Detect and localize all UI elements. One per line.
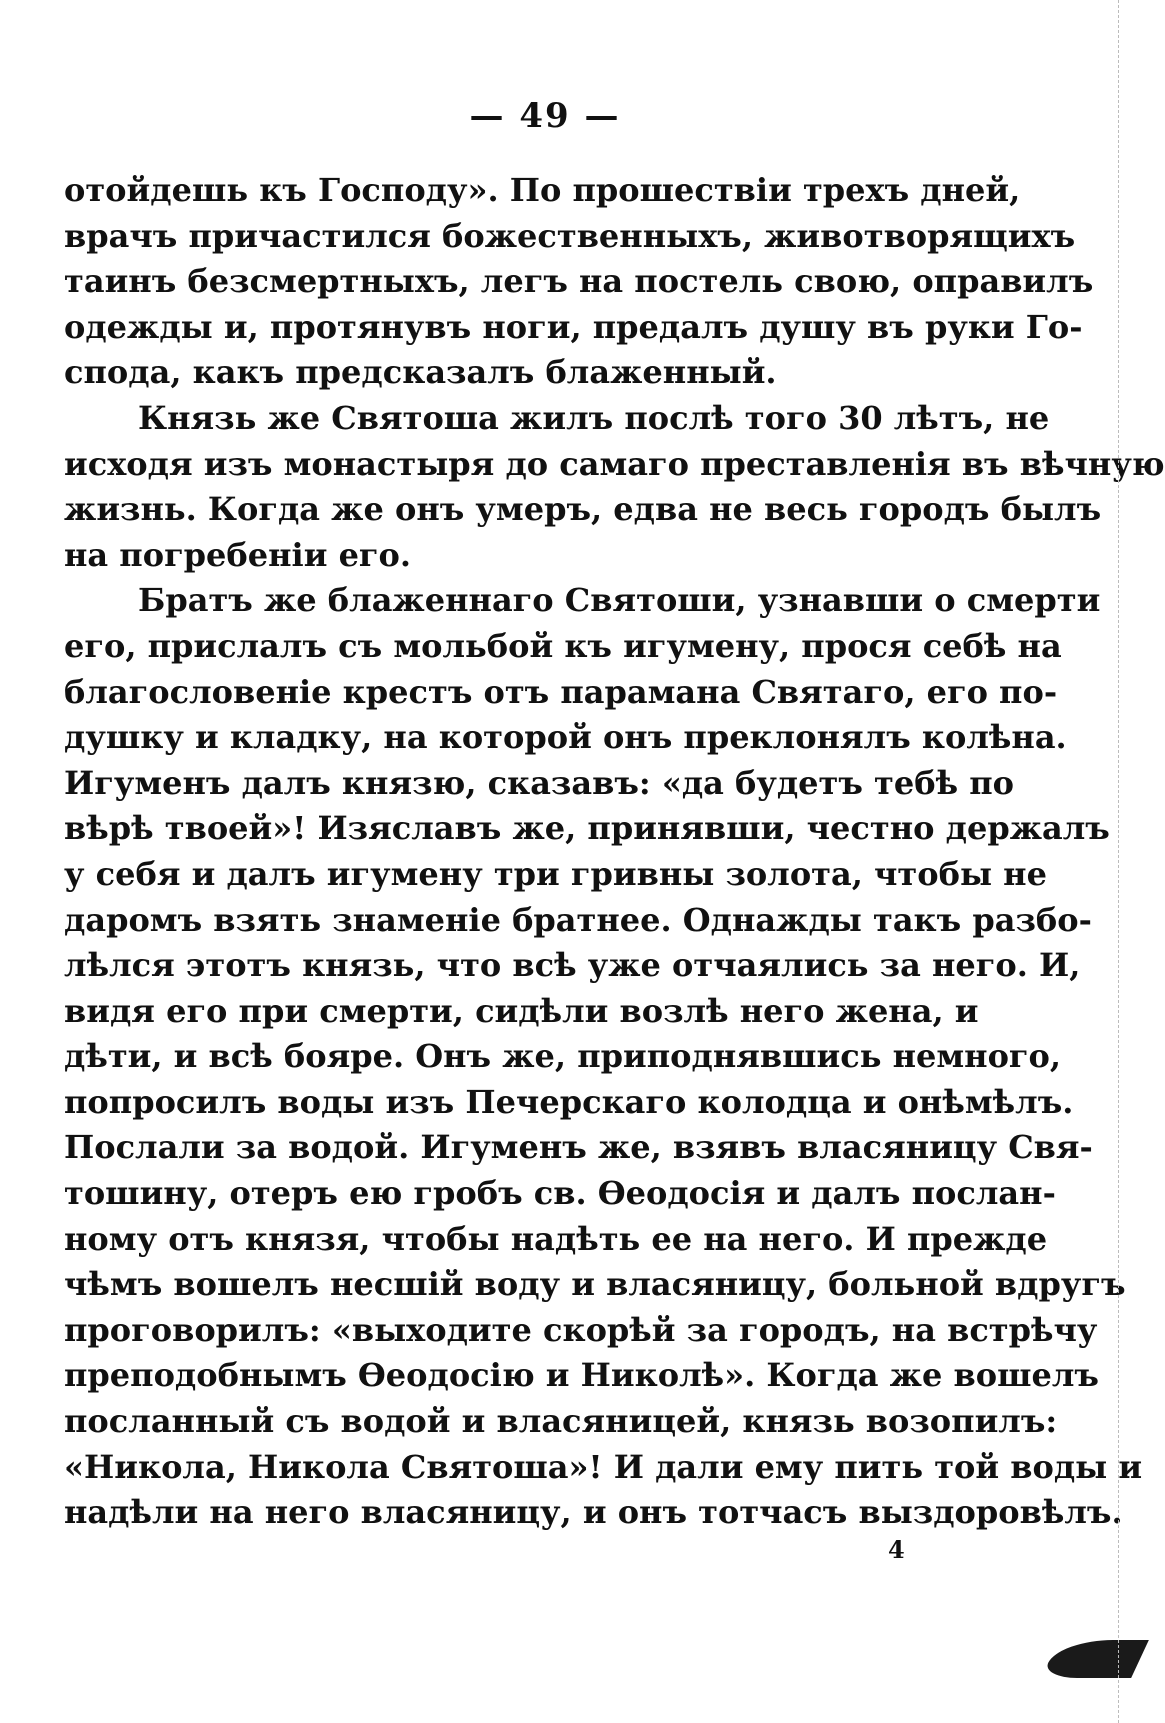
text-line: таинъ безсмертныхъ, легъ на постель свою, оправилъ xyxy=(64,262,1094,301)
text-line: душку и кладку, на которой онъ преклонялъ колѣна. xyxy=(64,718,1067,757)
body-text xyxy=(64,168,1165,1536)
scan-edge-line xyxy=(1118,0,1120,1723)
text-line: благословеніе крестъ отъ парамана Святаго, его по- xyxy=(64,672,1058,711)
text-line: Братъ же блаженнаго Святоши, узнавши о смерти xyxy=(138,581,1101,620)
text-line: преподобнымъ Ѳеодосію и Николѣ». Когда же вошелъ xyxy=(64,1356,1099,1395)
text-line: тошину, отеръ ею гробъ св. Ѳеодосія и далъ послан- xyxy=(64,1174,1056,1213)
text-line: у себя и далъ игумену три гривны золота, чтобы не xyxy=(64,854,1047,893)
text-line: ному отъ князя, чтобы надѣть ее на него. И прежде xyxy=(64,1219,1048,1258)
scan-edge-smudge xyxy=(1041,1640,1149,1678)
text-line: Игуменъ далъ князю, сказавъ: «да будетъ тебѣ по xyxy=(64,763,1014,802)
text-line: попросилъ воды изъ Печерскаго колодца и онѣмѣлъ. xyxy=(64,1082,1074,1121)
text-line: жизнь. Когда же онъ умеръ, едва не весь городъ былъ xyxy=(64,490,1102,529)
text-line: «Никола, Никола Святоша»! И дали ему пить той воды и xyxy=(64,1447,1143,1486)
text-line: Князь же Святоша жилъ послѣ того 30 лѣтъ, не xyxy=(138,398,1050,437)
text-line: даромъ взять знаменіе братнее. Однажды такъ разбо- xyxy=(64,900,1092,939)
text-line: проговорилъ: «выходите скорѣй за городъ, на встрѣчу xyxy=(64,1310,1098,1349)
text-line: отойдешь къ Господу». По прошествіи трехъ дней, xyxy=(64,171,1021,209)
text-line: вѣрѣ твоей»! Изяславъ же, принявши, честно держалъ xyxy=(64,809,1110,848)
text-line: его, прислалъ съ мольбой къ игумену, прося себѣ на xyxy=(64,626,1062,665)
text-line: спода, какъ предсказалъ блаженный. xyxy=(64,353,777,392)
text-line: видя его при смерти, сидѣли возлѣ него жена, и xyxy=(64,991,979,1030)
text-line: одежды и, протянувъ ноги, предалъ душу въ руки Го- xyxy=(64,307,1083,346)
text-line: дѣти, и всѣ бояре. Онъ же, приподнявшись немного, xyxy=(64,1037,1062,1076)
text-line: исходя изъ монастыря до самаго преставленія въ вѣчную xyxy=(64,444,1165,483)
text-line: на погребеніи его. xyxy=(64,535,412,574)
text-line: чѣмъ вошелъ несшій воду и власяницу, больной вдругъ xyxy=(64,1265,1126,1304)
signature-mark: 4 xyxy=(888,1535,905,1564)
text-line: врачъ причастился божественныхъ, животворящихъ xyxy=(64,216,1076,255)
text-line: Послали за водой. Игуменъ же, взявъ власяницу Свя- xyxy=(64,1128,1093,1167)
text-line: надѣли на него власяницу, и онъ тотчасъ выздоровѣлъ. xyxy=(64,1493,1123,1532)
page-number: — 49 — xyxy=(469,96,621,136)
text-line: посланный съ водой и власяницей, князь возопилъ: xyxy=(64,1402,1058,1441)
text-line: лѣлся этотъ князь, что всѣ уже отчаялись за него. И, xyxy=(64,946,1081,985)
